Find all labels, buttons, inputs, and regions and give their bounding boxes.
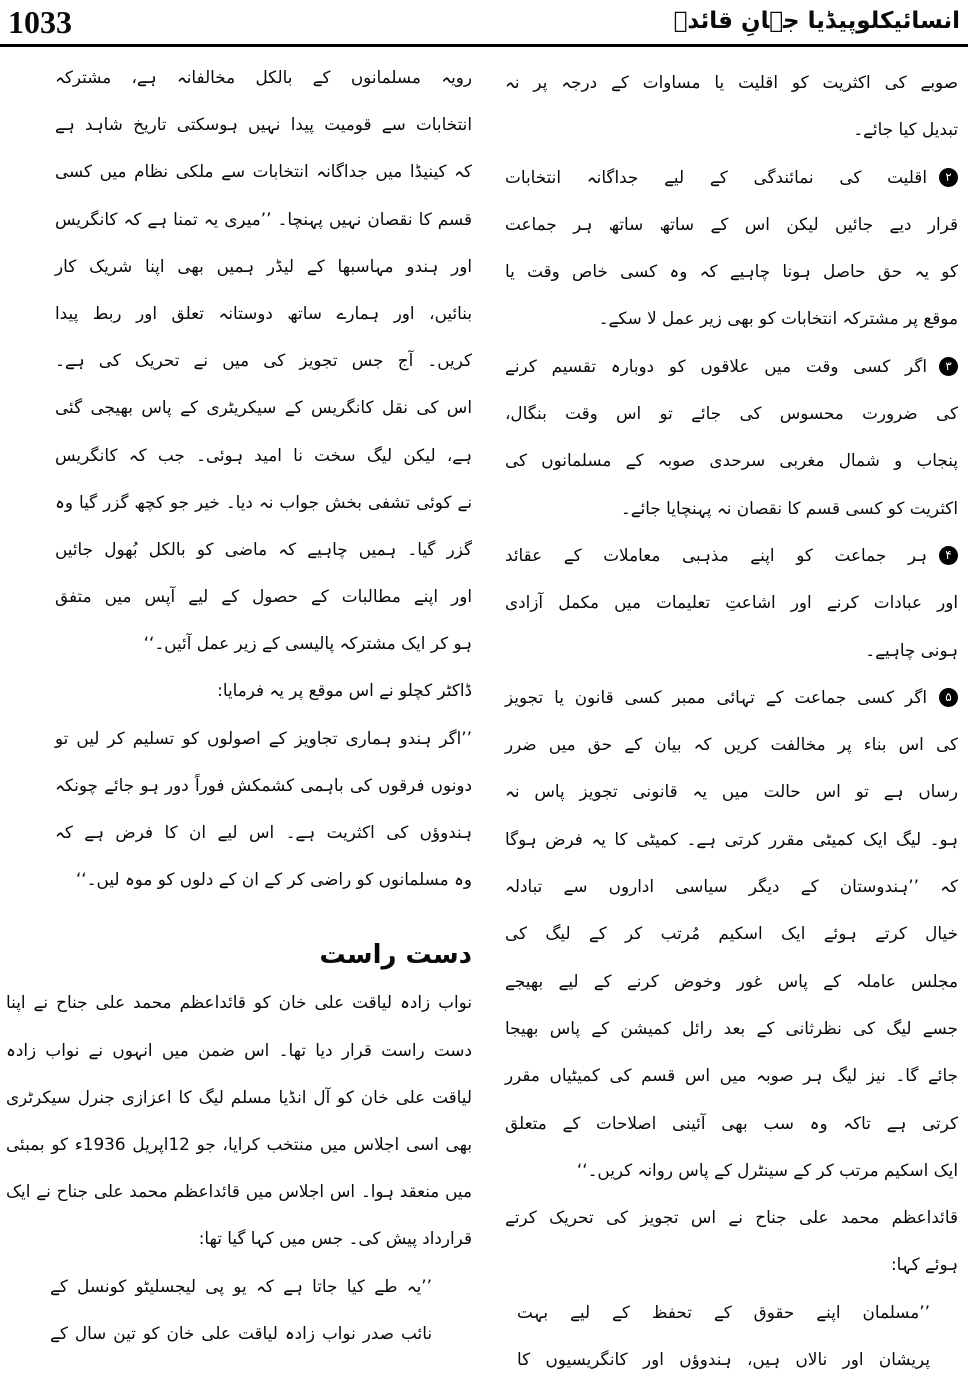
text-line: کریں۔ آج جس تجویز کی میں نے تحریک کی ہے۔ xyxy=(55,350,472,371)
text-line: دست راست قرار دیا تھا۔ اس ضمن میں انہوں نے نواب زادہ xyxy=(6,1039,472,1060)
text-line: اکثریت کو کسی قسم کا نقصان نہ پہنچایا جائے۔ xyxy=(620,497,958,518)
text-line: قرارداد پیش کی۔ جس میں کہا گیا تھا: xyxy=(198,1228,472,1249)
text-line: کی اس بناء پر مخالفت کریں کہ بیان کے حق میں ضرر xyxy=(505,734,958,755)
section-heading: دست راست xyxy=(319,940,472,971)
text-line: بنائیں، اور ہمارے ساتھ دوستانہ تعلق اور ربط پیدا xyxy=(55,302,472,323)
page-number: 1033 xyxy=(8,4,72,40)
text-line: رویہ مسلمانوں کے بالکل مخالفانہ ہے، مشترکہ xyxy=(55,67,472,87)
header-rule xyxy=(0,44,968,47)
text-line: انتخابات سے قومیت پیدا نہیں ہوسکتی تاریخ شاہد ہے xyxy=(55,114,472,135)
text-line: اور اپنے مطالبات کے حصول کے لیے آپس میں متفق xyxy=(55,586,472,607)
list-item-line xyxy=(505,674,958,721)
text-line: ہو۔ لیگ ایک کمیٹی مقرر کرتی ہے۔ کمیٹی کا یہ فرض ہوگا xyxy=(505,828,958,849)
text-line: ہوئے کہا: xyxy=(890,1254,958,1275)
left-upper-block xyxy=(55,54,472,903)
left-column xyxy=(6,54,472,1357)
text-line: ہے، لیکن لیگ سخت نا امید ہوئی۔ جب کہ کانگریس xyxy=(55,444,472,465)
text-line-content: اقلیت کی نمائندگی کے لیے جداگانہ انتخابات xyxy=(505,166,927,187)
text-line: تبدیل کیا جائے۔ xyxy=(853,119,958,140)
text-line: مجلس عاملہ کے پاس غور وخوض کرنے کے لیے بھیجے xyxy=(505,970,958,991)
quote-line: نائب صدر نواب زادہ لیاقت علی خان کو تین سال کے xyxy=(50,1322,432,1343)
list-item-line xyxy=(505,532,958,579)
list-marker: ۲ xyxy=(939,168,958,187)
text-line: لیاقت علی خان کو آل انڈیا مسلم لیگ کا اعزازی جنرل سیکرٹری xyxy=(6,1086,472,1107)
text-line: موقع پر مشترکہ انتخابات کو بھی زیر عمل لا سکے۔ xyxy=(598,308,958,329)
text-line-content: اگر کسی جماعت کے تہائی ممبر کسی قانون یا تجویز xyxy=(505,686,927,707)
text-line: ایک اسکیم مرتب کر کے سینٹرل کے پاس روانہ کریں۔‘‘ xyxy=(576,1159,958,1180)
list-item-line xyxy=(505,343,958,390)
text-line: اور ہندو مہاسبھا کے لیڈر ہمیں بھی اپنا شریک کار xyxy=(55,255,472,276)
quote-line: دونوں فرقوں کی باہمی کشمکش فوراً دور ہو جائے چونکہ xyxy=(55,774,472,795)
text-line: کرتی ہے تاکہ وہ سب بھی آئینی اصلاحات کے متعلق xyxy=(505,1112,958,1133)
text-line: کی ضرورت محسوس کی جائے تو اس وقت بنگال، xyxy=(505,403,958,424)
text-line: بھی اسی اجلاس میں منتخب کرایا، جو 12اپریل 1936ء کو بمبئی xyxy=(6,1133,473,1154)
text-line: میں منعقد ہوا۔ اس اجلاس میں قائداعظم محمد علی جناح نے ایک xyxy=(6,1181,472,1202)
running-title: انسائیکلوپیڈیا جہانِ قائدؒ xyxy=(673,8,960,34)
text-line: ہونی چاہیے۔ xyxy=(865,639,958,660)
quote-line: ہندوؤں کی اکثریت ہے۔ اس لیے ان کا فرض ہے کہ xyxy=(55,822,472,842)
quote-line: ’’اگر ہندو ہماری تجاویز کے اصولوں کو تسلیم کر لیں تو xyxy=(55,727,472,748)
right-column xyxy=(505,59,958,1383)
quote-line: ’’یہ طے کیا جاتا ہے کہ یو پی لیجسلیٹو کونسل کے xyxy=(50,1275,432,1296)
text-line: جائے گا۔ نیز لیگ ہر صوبہ میں اس قسم کی کمیٹیاں مقرر xyxy=(505,1065,958,1086)
text-line-content: اگر کسی وقت میں علاقوں کو دوبارہ تقسیم کرنے xyxy=(505,355,927,376)
text-line: ہو کر ایک مشترکہ پالیسی کے زیر عمل آئیں۔‘‘ xyxy=(143,633,472,654)
quote-line: ’’مسلمان اپنے حقوق کے تحفظ کے لیے بہت xyxy=(517,1301,930,1322)
text-line: رساں ہے تو اس حالت میں یہ قانونی تجویز پاس نہ xyxy=(505,781,958,802)
text-line: خیال کرتے ہوئے ایک اسکیم مُرتب کر کے لیگ کی xyxy=(505,923,958,944)
list-item-line xyxy=(505,154,958,201)
quote-line: پریشان اور نالاں ہیں، ہندوؤں اور کانگریسیوں کا xyxy=(517,1349,930,1370)
text-line-content: ہر جماعت کو اپنے مذہبی معاملات کے عقائد xyxy=(505,544,927,565)
text-line: ڈاکٹر کچلو نے اس موقع پر یہ فرمایا: xyxy=(217,680,472,701)
quote-line: وہ مسلمانوں کو راضی کر کے ان کے دلوں کو موہ لیں۔‘‘ xyxy=(75,869,472,890)
text-line: قرار دیے جائیں لیکن اس کے ساتھ ساتھ ہر جماعت xyxy=(505,213,958,234)
text-line: کہ ’’ہندوستان کے دیگر سیاسی اداروں سے تبادلہ xyxy=(505,876,958,897)
text-line: جسے لیگ کی نظرثانی کے بعد رائل کمیشن کے پاس بھیجا xyxy=(505,1017,958,1038)
text-line: قائداعظم محمد علی جناح نے اس تجویز کی تحریک کرتے xyxy=(505,1207,958,1228)
text-line: اور عبادات کرنے اور اشاعتِ تعلیمات میں مکمل آزادی xyxy=(505,592,958,613)
text-line: صوبے کی اکثریت کو اقلیت یا مساوات کے درجہ پر نہ xyxy=(505,72,958,92)
text-line: نواب زادہ لیاقت علی خان کو قائداعظم محمد علی جناح نے اپنا xyxy=(6,992,472,1013)
text-line: کو یہ حق حاصل ہونا چاہیے کہ وہ کسی خاص وقت یا xyxy=(505,261,958,282)
list-marker: ۵ xyxy=(939,688,958,707)
text-line: پنجاب و شمال مغربی سرحدی صوبہ کے مسلمانوں کی xyxy=(505,450,958,471)
text-line: نے کوئی تشفی بخش جواب نہ دیا۔ خیر جو کچھ گزر گیا وہ xyxy=(55,491,472,512)
list-marker: ۳ xyxy=(939,357,958,376)
text-line: کہ کینیڈا میں جداگانہ انتخابات سے ملکی نظام میں کسی xyxy=(55,161,472,182)
text-line: گزر گیا۔ ہمیں چاہیے کہ ماضی کو بالکل بُھول جائیں xyxy=(55,538,472,559)
text-line: اس کی نقل کانگریس کے سیکریٹری کے پاس بھیجی گئی xyxy=(55,397,472,418)
text-line: قسم کا نقصان نہیں پہنچا۔ ’’میری یہ تمنا ہے کہ کانگریس xyxy=(55,208,472,229)
list-marker: ۴ xyxy=(939,546,958,565)
